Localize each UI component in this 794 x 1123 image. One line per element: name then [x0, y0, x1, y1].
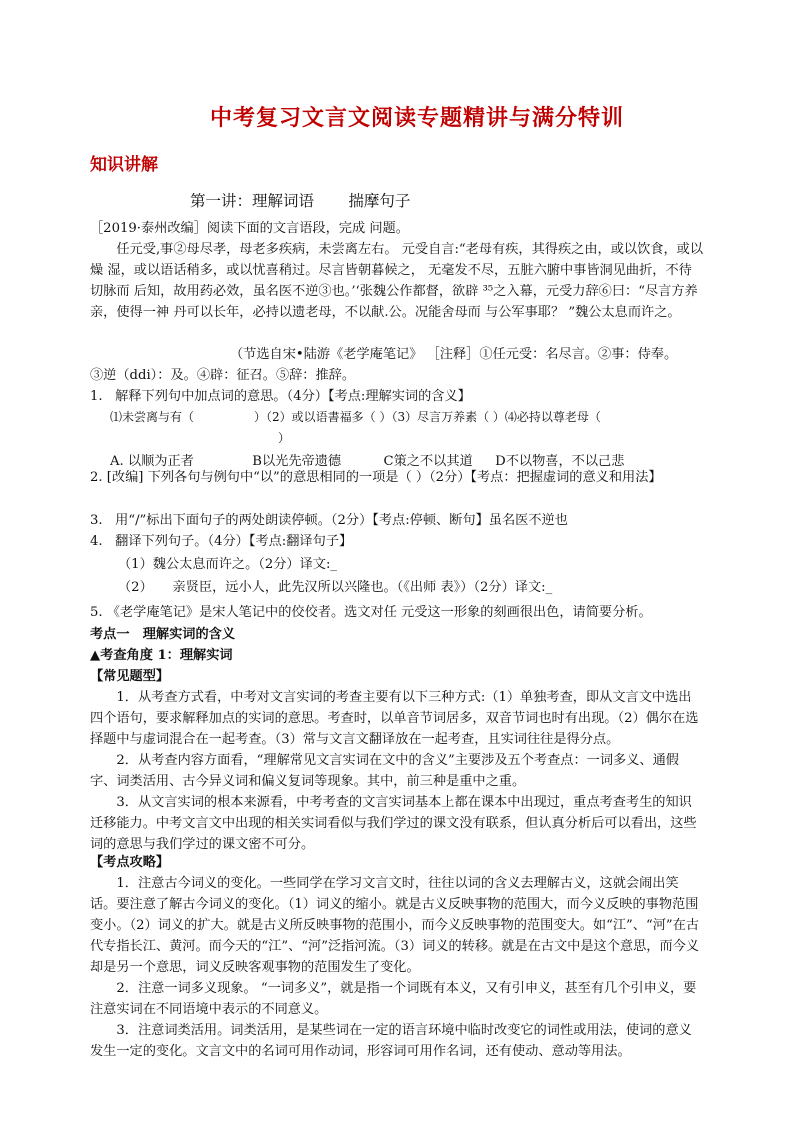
passage	[90, 239, 704, 323]
changjian-heading: 【常见题型】	[90, 669, 170, 684]
q4-sub-2: （2） 亲贤臣，远小人，此先汉所以兴隆也。（《出师 表》）（2分）译文:_	[118, 580, 553, 595]
q3-num: 3.	[90, 513, 103, 528]
angle-1: ▲考查角度 1：理解实词	[90, 648, 233, 663]
q1-option-b: B以光先帝遗德	[252, 454, 342, 469]
gonglue-para-3: 3．注意词类活用。词类活用，是某些词在一定的语言环境中临时改变它的词性或用法，使词的意义发生一定的变化。文言文中的名词可用作动词，形容词可用作名词，还有使动、意动等用法。	[90, 1023, 692, 1059]
q4-text: 翻译下列句子。（4分）【考点:翻译句子】	[115, 534, 353, 549]
source-text: ［2019·泰州改编］阅读下面的文言语段，完成 问题。	[90, 221, 409, 236]
q2-text: 2. [改编] 下列各句与例句中“以”的意思相同的一项是（ ）（2分）【考点：把握虚词的意义和用法】	[90, 470, 662, 485]
q1-num: 1.	[90, 389, 103, 404]
section-heading: 知识讲解	[90, 155, 158, 175]
q1-option-c: C策之不以其道	[383, 454, 473, 469]
lecture-heading: 第一讲：理解词语 揣摩句子	[190, 192, 411, 210]
note-line-1: （节选自宋•陆游《老学庵笔记》 ［注释］①任元受：名尽言。②事：侍奉。	[230, 347, 678, 362]
q4-sub-1: （1）魏公太息而许之。（2分）译文:_	[118, 557, 338, 572]
gonglue-heading-wrap	[90, 852, 704, 873]
q5-text: 5. 《老学庵笔记》是宋人笔记中的佼佼者。选文对任 元受这一形象的刻画很出色，请简要分析。	[90, 605, 652, 620]
gonglue-section	[90, 873, 704, 1062]
notes	[90, 344, 704, 386]
question-3	[90, 510, 704, 531]
changjian-section	[90, 687, 704, 855]
question-5	[90, 602, 704, 623]
q1-items-tail: ）	[278, 431, 291, 445]
question-1	[90, 386, 704, 472]
question-2	[90, 467, 704, 488]
kaodian-1: 考点一 理解实词的含义	[90, 627, 236, 642]
kaodian-heading	[90, 624, 704, 687]
q1-items: ⑴未尝离与有（ ）（2）或以语書福多（ ）（3）尽言万养素（ ）⑷必持以尊老母（	[110, 410, 601, 424]
changjian-para-1: 1．从考查方式看，中考对文言实词的考查主要有以下三种方式:（1）单独考查，即从文言文中选出四个语句，要求解释加点的实词的意思。考查时，以单音节词居多，双音节词也时有出现。（2）偶尔在选择题中与虚词混合在一起考查。（3）常与文言文翻译放在一起考查，且实词往往是得分点。	[90, 690, 699, 747]
gonglue-heading: 【考点攻略】	[90, 855, 170, 870]
changjian-para-3: 3．从文言实词的根本来源看，中考考查的文言实词基本上都在课本中出现过，重点考查考生的知识迁移能力。中考文言文中出现的相关实词看似与我们学过的课文没有联系，但认真分析后可以看出，这些词的意思与我们学过的课文密不可分。	[90, 795, 697, 852]
q1-option-a: A. 以顺为正者	[110, 454, 194, 469]
q1-text: 解释下列句中加点词的意思。（4分）【考点:理解实词的含义】	[115, 389, 471, 404]
source-line	[90, 218, 704, 239]
q1-option-d: D不以物喜，不以己悲	[495, 454, 625, 469]
changjian-para-2: 2．从考查内容方面看，“理解常见文言实词在文中的含义”主要涉及五个考查点：一词多义、通假字、词类活用、古今异义词和偏义复词等现象。其中，前三种是重中之重。	[90, 753, 679, 789]
gonglue-para-2: 2．注意一词多义现象。 “一词多义”，就是指一个词既有本义，又有引申义，甚至有几个引申义，要注意实词在不同语境中表示的不同意义。	[90, 981, 697, 1017]
q4-num: 4.	[90, 534, 103, 549]
page-title: 中考复习文言文阅读专题精讲与满分特训	[209, 105, 624, 131]
q3-text: 用“/”标出下面句子的两处朗读停顿。（2分）【考点:停顿、断句】虽名医不逆也	[115, 513, 568, 528]
gonglue-para-1: 1．注意古今词义的变化。一些同学在学习文言文时，往往以词的含义去理解古义，这就会闹出笑话。要注意了解古今词义的变化。（1）词义的缩小。就是古义反映事物的范围大，而今义反映的事物范围变小。（2）词义的扩大。就是古义所反映事物的范围小，而今义反映事物的范围变大。如“江”、“河”在古代专指长江、黄河。而今天的“江”、“河”泛指河流。（3）词义的转移。就是在古文中是这个意思，而今义却是另一个意思，词义反映客观事物的范围发生了变化。	[90, 876, 700, 975]
question-4	[90, 531, 704, 598]
note-line-2: ③逆（ddi）：及。④辟：征召。⑤辞：推辞。	[90, 368, 356, 383]
passage-text: 任元受,事②母尽孝，母老多疾病，未尝离左右。 元受自言:“老母有疾，其得疾之由，或以饮食，或以燥 湿，或以语话稍多，或以忧喜稍过。尽言皆朝暮候之， 无毫发不尽，五脏六腑中事皆洞见曲折，不待切脉而 后知，故用药必效，虽名医不逆③也。’‘张魏公作都督，欲辟 ³⁵之入幕，元受力辞⑥曰：“尽言方养亲，使得一神 丹可以长年，必持以遗老母，不以献.公。况能舍母而 与公军事耶？ ”魏公太息而许之。	[90, 242, 704, 320]
